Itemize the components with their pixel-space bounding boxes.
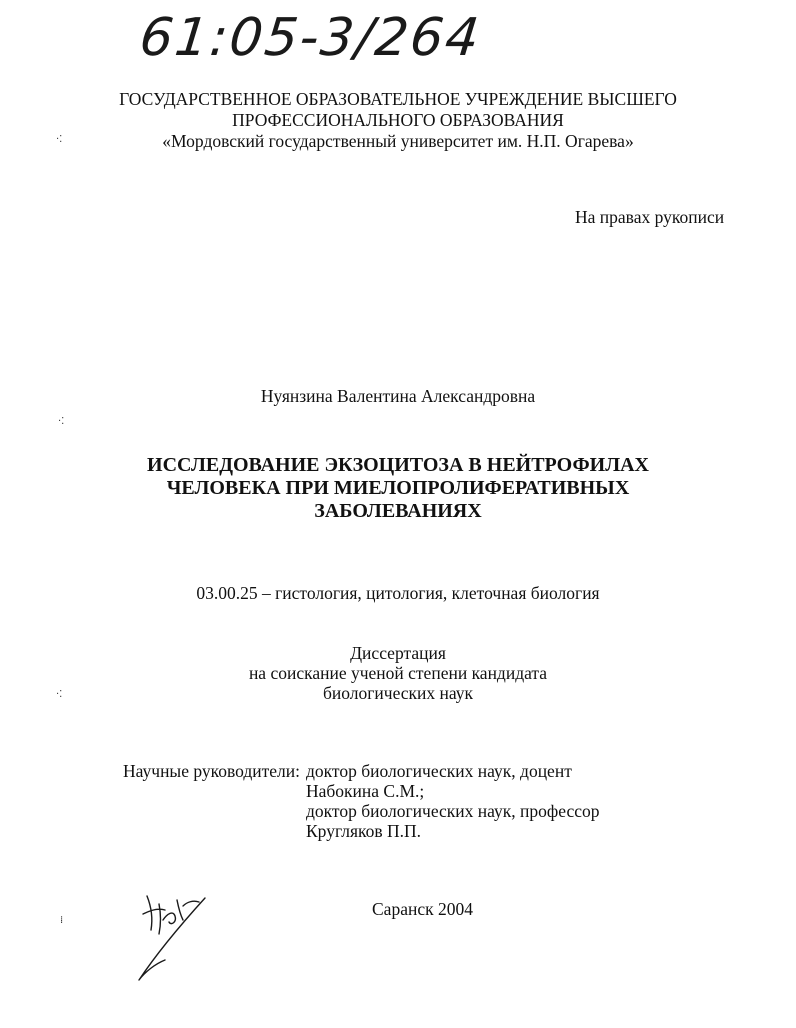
institution-line-2: ПРОФЕССИОНАЛЬНОГО ОБРАЗОВАНИЯ [232, 110, 564, 130]
margin-mark: ⁞ [60, 915, 64, 926]
supervisor-2-degree: доктор биологических наук, профессор [306, 801, 600, 821]
margin-mark: ·⁚ [56, 134, 63, 145]
place-year: Саранск 2004 [372, 899, 473, 919]
institution-line-1: ГОСУДАРСТВЕННОЕ ОБРАЗОВАТЕЛЬНОЕ УЧРЕЖДЕНИЕ ВЫСШЕГО [119, 89, 677, 109]
margin-mark: ·⁚ [58, 416, 65, 427]
supervisor-2-name: Кругляков П.П. [306, 821, 422, 841]
thesis-title-line-3: ЗАБОЛЕВАНИЯХ [314, 500, 482, 522]
thesis-title-line-1: ИССЛЕДОВАНИЕ ЭКЗОЦИТОЗА В НЕЙТРОФИЛАХ [147, 454, 649, 476]
dissertation-line-1: Диссертация [350, 643, 446, 663]
author-name: Нуянзина Валентина Александровна [260, 386, 536, 406]
margin-mark: ·⁚ [56, 689, 63, 700]
thesis-title-line-2: ЧЕЛОВЕКА ПРИ МИЕЛОПРОЛИФЕРАТИВНЫХ [166, 477, 630, 499]
supervisors-label: Научные руководители: [123, 761, 300, 781]
archive-code: 61:05-3/264 [136, 8, 484, 68]
dissertation-line-2: на соискание ученой степени кандидата [248, 663, 548, 683]
institution-line-3: «Мордовский государственный университет им. Н.П. Огарева» [162, 131, 634, 151]
specialty: 03.00.25 – гистология, цитология, клеточная биология [196, 583, 600, 603]
manuscript-note: На правах рукописи [575, 207, 725, 227]
supervisor-1-degree: доктор биологических наук, доцент [306, 761, 572, 781]
supervisor-1-name: Набокина С.М.; [306, 781, 425, 801]
signature [125, 880, 225, 990]
dissertation-line-3: биологических наук [322, 683, 474, 703]
